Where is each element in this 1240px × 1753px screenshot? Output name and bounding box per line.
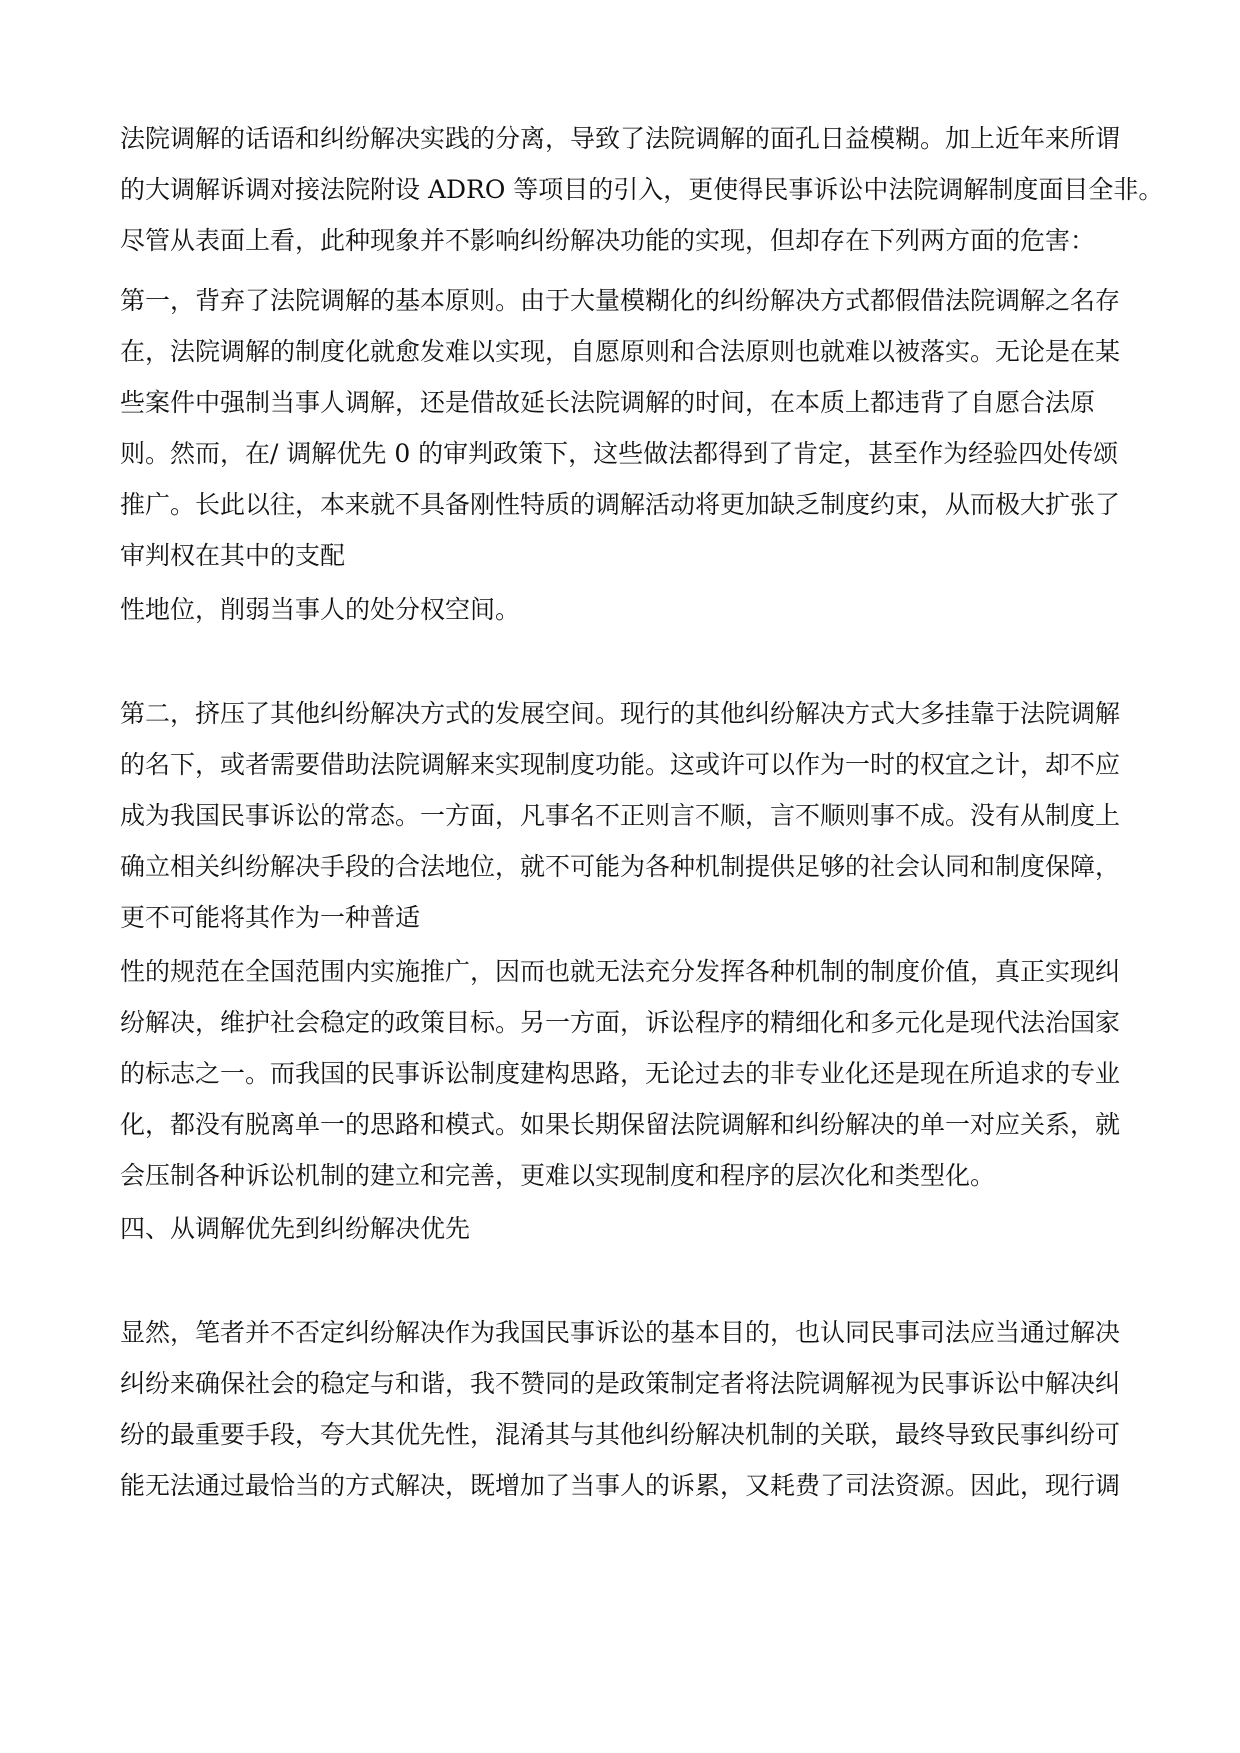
text-line: 纷解决，维护社会稳定的政策目标。另一方面，诉讼程序的精细化和多元化是现代法治国家 xyxy=(120,1008,1121,1037)
text-line: 纠纷来确保社会的稳定与和谐，我不赞同的是政策制定者将法院调解视为民事诉讼中解决纠 xyxy=(120,1369,1121,1398)
text-line: 更不可能将其作为一种普适 xyxy=(120,903,421,932)
text-line: 第一，背弃了法院调解的基本原则。由于大量模糊化的纠纷解决方式都假借法院调解之名存 xyxy=(120,286,1121,315)
text-line: 会压制各种诉讼机制的建立和完善，更难以实现制度和程序的层次化和类型化。 xyxy=(120,1161,996,1190)
paragraph-second-point-continued xyxy=(120,946,1120,1201)
text-line: 第二，挤压了其他纠纷解决方式的发展空间。现行的其他纠纷解决方式大多挂靠于法院调解 xyxy=(120,699,1121,728)
text-line: 纷的最重要手段，夸大其优先性，混淆其与其他纠纷解决机制的关联，最终导致民事纠纷可 xyxy=(120,1420,1121,1449)
text-line: 的名下，或者需要借助法院调解来实现制度功能。这或许可以作为一时的权宜之计，却不应 xyxy=(120,750,1121,779)
text-line: 性的规范在全国范围内实施推广，因而也就无法充分发挥各种机制的制度价值，真正实现纠 xyxy=(120,957,1121,986)
section-heading: 四、从调解优先到纠纷解决优先 xyxy=(120,1214,471,1243)
text-line: 在，法院调解的制度化就愈发难以实现，自愿原则和合法原则也就难以被落实。无论是在某 xyxy=(120,337,1121,366)
paragraph-first-point-continued xyxy=(120,584,520,635)
text-line: 成为我国民事诉讼的常态。一方面，凡事名不正则言不顺，言不顺则事不成。没有从制度上 xyxy=(120,801,1121,830)
text-line: 的标志之一。而我国的民事诉讼制度建构思路，无论过去的非专业化还是现在所追求的专业 xyxy=(120,1059,1121,1088)
text-line: 推广。长此以往，本来就不具备刚性特质的调解活动将更加缺乏制度约束，从而极大扩张了 xyxy=(120,490,1121,519)
text-line: 化，都没有脱离单一的思路和模式。如果长期保留法院调解和纠纷解决的单一对应关系，就 xyxy=(120,1110,1121,1139)
text-line: 能无法通过最恰当的方式解决，既增加了当事人的诉累，又耗费了司法资源。因此，现行调 xyxy=(120,1471,1121,1500)
text-line: 的大调解诉调对接法院附设 ADRO 等项目的引入，更使得民事诉讼中法院调解制度面目全非。 xyxy=(120,175,1164,204)
text-line: 性地位，削弱当事人的处分权空间。 xyxy=(120,595,521,624)
text-line: 审判权在其中的支配 xyxy=(120,541,346,570)
paragraph-second-point xyxy=(120,688,1120,943)
paragraph-intro xyxy=(120,113,1163,266)
text-line: 显然，笔者并不否定纠纷解决作为我国民事诉讼的基本目的，也认同民事司法应当通过解决 xyxy=(120,1318,1121,1347)
text-line: 确立相关纠纷解决手段的合法地位，就不可能为各种机制提供足够的社会认同和制度保障， xyxy=(120,852,1121,881)
paragraph-first-point xyxy=(120,275,1120,581)
text-line: 法院调解的话语和纠纷解决实践的分离，导致了法院调解的面孔日益模糊。加上近年来所谓 xyxy=(120,124,1121,153)
text-line: 尽管从表面上看，此种现象并不影响纠纷解决功能的实现，但却存在下列两方面的危害： xyxy=(120,226,1096,255)
text-line: 则。然而，在/ 调解优先 0 的审判政策下，这些做法都得到了肯定，甚至作为经验四处传颂 xyxy=(120,439,1119,468)
paragraph-section-four xyxy=(120,1307,1120,1511)
text-line: 些案件中强制当事人调解，还是借故延长法院调解的时间，在本质上都违背了自愿合法原 xyxy=(120,388,1096,417)
